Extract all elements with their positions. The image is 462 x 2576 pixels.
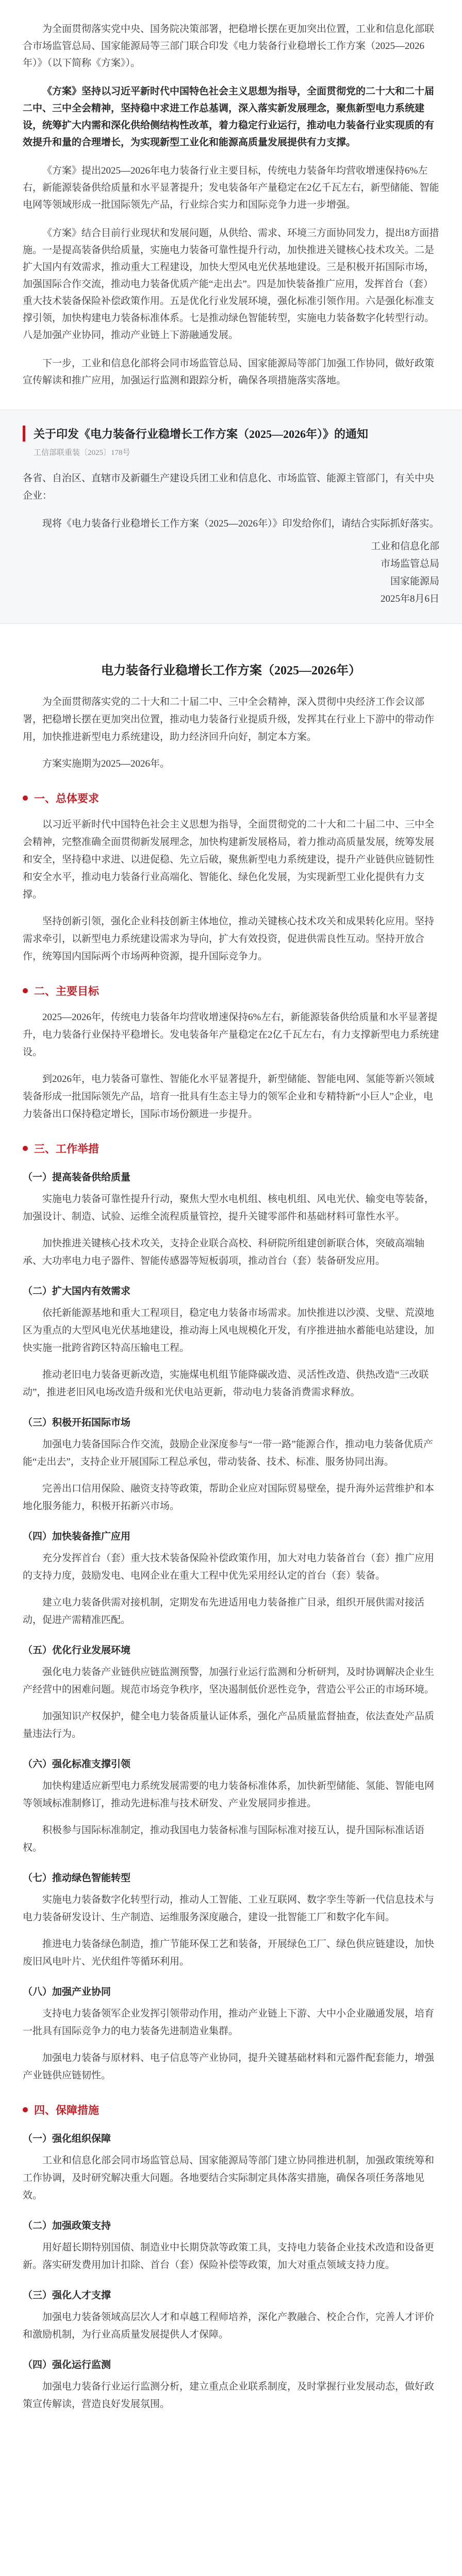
subsection-paragraph: 完善出口信用保险、融资支持等政策，帮助企业应对国际贸易壁垒，提升海外运营维护和本地化服务能力，积极开拓新兴市场。 — [23, 1483, 435, 1512]
subsection-heading: （七）推动绿色智能转型 — [23, 1873, 131, 1884]
notice-body: 现将《电力装备行业稳增长工作方案（2025—2026年）》印发给你们，请结合实际抓好落实。 — [42, 518, 439, 529]
subsection-heading: （八）加强产业协同 — [23, 1987, 111, 1997]
intro-paragraph: 下一步，工业和信息化部将会同市场监管总局、国家能源局等部门加强工作协同，做好政策宣传解读和推广应用，加强运行监测和跟踪分析，确保各项措施落实落地。 — [23, 358, 435, 386]
subsection-paragraph: 强化电力装备产业链供应链监测预警，加强行业运行监测和分析研判，及时协调解决企业生产经营中的困难问题。规范市场竞争秩序，坚决遏制低价恶性竞争，营造公平公正的市场环境。 — [23, 1667, 435, 1695]
subsection-heading: （三）强化人才支撑 — [23, 2290, 111, 2301]
subsection-paragraph: 建立电力装备供需对接机制，定期发布先进适用电力装备推广目录，组织开展供需对接活动，促进产需精准匹配。 — [23, 1597, 425, 1625]
section-paragraph: 坚持创新引领，强化企业科技创新主体地位，推动关键核心技术攻关和成果转化应用。坚持需求牵引，以新型电力系统建设需求为导向，扩大有效投资，促进供需良性互动。坚持开放合作，统筹国内国际两个市场两种资源，提升国际竞争力。 — [23, 916, 435, 962]
subsection-heading: （六）强化标准支撑引领 — [23, 1759, 131, 1770]
subsection-heading: （二）加强政策支持 — [23, 2221, 111, 2231]
subsection-heading: （五）优化行业发展环境 — [23, 1645, 131, 1656]
bullet-icon — [23, 795, 28, 801]
section-paragraph: 以习近平新时代中国特色社会主义思想为指导，全面贯彻党的二十大和二十届二中、三中全会精神，完整准确全面贯彻新发展理念，加快构建新发展格局，着力推动高质量发展，统筹发展和安全，坚持稳中求进、以进促稳、先立后破，聚焦新型电力系统建设，提升产业链供应链韧性和安全水平，推动电力装备行业高端化、智能化、绿色化发展，为实现新型工业化提供有力支撑。 — [23, 819, 435, 900]
document-number: 工信部联重装〔2025〕178号 — [34, 449, 130, 457]
subsection-paragraph: 积极参与国际标准制定，推动我国电力装备标准与国际标准对接互认，提升国际标准话语权。 — [23, 1825, 425, 1853]
subsection-heading: （四）强化运行监测 — [23, 2360, 111, 2370]
intro-paragraph: 《方案》提出2025—2026年电力装备行业主要目标，传统电力装备年均营收增速保持6%左右，新能源装备供给质量和水平显著提升；发电装备年产量稳定在2亿千瓦左右，新型储能、智能电网等领域形成一批国际领先产品，行业综合实力和国际竞争力进一步增强。 — [23, 165, 439, 210]
section-paragraph: 到2026年，电力装备可靠性、智能化水平显著提升，新型储能、智能电网、氢能等新兴领域装备形成一批国际领先产品，培育一批具有生态主导力的领军企业和专精特新“小巨人”企业，电力装备出口保持稳定增长，国际市场份额进一步提升。 — [23, 1074, 435, 1120]
subsection-heading: （一）提高装备供给质量 — [23, 1172, 131, 1183]
subsection-paragraph: 工业和信息化部会同市场监管总局、国家能源局等部门建立协同推进机制，加强政策统筹和工作协调，及时研究解决重大问题。各地要结合实际制定具体落实措施，确保各项任务落地见效。 — [23, 2155, 435, 2201]
notice-salutation: 各省、自治区、直辖市及新疆生产建设兵团工业和信息化、市场监管、能源主管部门，有关中央企业： — [23, 473, 435, 501]
section-heading: 一、总体要求 — [23, 790, 439, 806]
subsection-paragraph: 推进电力装备绿色制造，推广节能环保工艺和装备，开展绿色工厂、绿色供应链建设，加快废旧风电叶片、光伏组件等循环利用。 — [23, 1939, 435, 1967]
bullet-icon — [23, 2107, 28, 2112]
bullet-icon — [23, 1146, 28, 1151]
bullet-icon — [23, 988, 28, 993]
subsection-paragraph: 充分发挥首台（套）重大技术装备保险补偿政策作用，加大对电力装备首台（套）推广应用的支持力度，鼓励发电、电网企业在重大工程中优先采用经认定的首台（套）装备。 — [23, 1553, 435, 1581]
signer: 市场监管总局 — [380, 558, 439, 569]
subsection-paragraph: 加强知识产权保护，健全电力装备质量认证体系，强化产品质量监督抽查，依法查处产品质量违法行为。 — [23, 1711, 435, 1739]
subsection-paragraph: 加强电力装备与原材料、电子信息等产业协同，提升关键基础材料和元器件配套能力，增强产业链供应链韧性。 — [23, 2053, 435, 2081]
subsection-paragraph: 实施电力装备可靠性提升行动，聚焦大型水电机组、核电机组、风电光伏、输变电等装备，加强设计、制造、试验、运维全流程质量管控，提升关键零部件和基础材料可靠性水平。 — [23, 1194, 435, 1222]
subsection-heading: （三）积极开拓国际市场 — [23, 1417, 131, 1428]
subsection-heading: （一）强化组织保障 — [23, 2133, 111, 2144]
plan-title: 电力装备行业稳增长工作方案（2025—2026年） — [101, 664, 361, 677]
subsection-paragraph: 实施电力装备数字化转型行动，推动人工智能、工业互联网、数字孪生等新一代信息技术与电力装备研发设计、生产制造、运维服务深度融合，建设一批智能工厂和数字化车间。 — [23, 1894, 435, 1923]
subsection-paragraph: 加强电力装备领域高层次人才和卓越工程师培养，深化产教融合、校企合作，完善人才评价和激励机制，为行业高质量发展提供人才保障。 — [23, 2312, 435, 2340]
plan-section — [0, 660, 462, 2413]
notice-title: 关于印发《电力装备行业稳增长工作方案（2025—2026年）》的通知 — [23, 426, 439, 442]
section-heading: 三、工作举措 — [23, 1141, 439, 1156]
subsection-paragraph: 加强电力装备行业运行监测分析，建立重点企业联系制度，及时掌握行业发展动态，做好政策宣传解读，营造良好发展氛围。 — [23, 2381, 435, 2410]
intro-paragraph: 《方案》坚持以习近平新时代中国特色社会主义思想为指导，全面贯彻党的二十大和二十届二中、三中全会精神，坚持稳中求进工作总基调，深入落实新发展理念，聚焦新型电力系统建设，统筹扩大内需和深化供给侧结构性改革，着力稳定行业运行，推动电力装备行业实现质的有效提升和量的合理增长，为实现新型工业化和能源高质量发展提供有力支撑。 — [23, 86, 435, 148]
intro-paragraph: 《方案》结合目前行业现状和发展问题，从供给、需求、环境三方面协同发力，提出8方面措施。一是提高装备供给质量，实施电力装备可靠性提升行动，加快推进关键核心技术攻关。二是扩大国内有效需求，推动重大工程建设，加快大型风电光伏基地建设。三是积极开拓国际市场，加强国际合作交流，推动电力装备优质产能“走出去”。四是加快装备推广应用，发挥首台（套）重大技术装备保险补偿政策作用。五是优化行业发展环境，强化标准引领作用。六是强化标准支撑引领，加快构建电力装备标准体系。七是推动绿色智能转型，实施电力装备数字化转型行动。八是加强产业协同，推动产业链上下游融通发展。 — [23, 228, 439, 341]
section-paragraph: 2025—2026年，传统电力装备年均营收增速保持6%左右，新能源装备供给质量和水平显著提升，电力装备行业保持平稳增长。发电装备年产量稳定在2亿千瓦左右，有力支撑新型电力系统建设。 — [23, 1012, 439, 1058]
signer: 国家能源局 — [390, 576, 439, 587]
section-heading: 四、保障措施 — [23, 2102, 439, 2117]
subsection-heading: （四）加快装备推广应用 — [23, 1531, 131, 1542]
subsection-paragraph: 加快构建适应新型电力系统发展需要的电力装备标准体系，加快新型储能、氢能、智能电网等领域标准制修订，推动先进标准与技术研发、产业发展同步推进。 — [23, 1781, 435, 1809]
signer: 工业和信息化部 — [370, 541, 439, 552]
subsection-paragraph: 加快推进关键核心技术攻关，支持企业联合高校、科研院所组建创新联合体，突破高端轴承、大功率电力电子器件、智能传感器等短板弱项，推动首台（套）装备研发应用。 — [23, 1238, 425, 1266]
notice-signature — [23, 538, 439, 608]
subsection-paragraph: 加强电力装备国际合作交流，鼓励企业深度参与“一带一路”能源合作，推动电力装备优质产能“走出去”，支持企业开展国际工程总承包，带动装备、技术、标准、服务协同出海。 — [23, 1439, 433, 1467]
section-heading: 二、主要目标 — [23, 983, 439, 998]
subsection-paragraph: 依托新能源基地和重大工程项目，稳定电力装备市场需求。加快推进以沙漠、戈壁、荒漠地区为重点的大型风电光伏基地建设，推动海上风电规模化开发，有序推进抽水蓄能电站建设，加快实施一批跨省跨区特高压输电工程。 — [23, 1308, 435, 1353]
subsection-paragraph: 支持电力装备领军企业发挥引领带动作用，推动产业链上下游、大中小企业融通发展，培育一批具有国际竞争力的电力装备先进制造业集群。 — [23, 2008, 435, 2037]
intro-paragraph: 为全面贯彻落实党中央、国务院决策部署，把稳增长摆在更加突出位置，工业和信息化部联合市场监管总局、国家能源局等三部门联合印发《电力装备行业稳增长工作方案（2025—2026年）》（以下简称《方案》）。 — [23, 24, 435, 69]
notice-document — [0, 410, 462, 624]
subsection-paragraph: 用好超长期特别国债、制造业中长期贷款等政策工具，支持电力装备企业技术改造和设备更新。落实研发费用加计扣除、首台（套）保险补偿等政策，加大对重点领域支持力度。 — [23, 2242, 435, 2270]
subsection-paragraph: 推动老旧电力装备更新改造，实施煤电机组节能降碳改造、灵活性改造、供热改造“三改联动”，推进老旧风电场改造升级和光伏电站更新，带动电力装备消费需求释放。 — [23, 1369, 429, 1398]
plan-preface: 方案实施期为2025—2026年。 — [42, 758, 170, 769]
plan-preface: 为全面贯彻落实党的二十大和二十届二中、三中全会精神，深入贯彻中央经济工作会议部署，把稳增长摆在更加突出位置，推动电力装备行业提质升级，发挥其在行业上下游中的带动作用，加快推进新型电力系统建设，助力经济回升向好，制定本方案。 — [23, 697, 435, 742]
subsection-heading: （二）扩大国内有效需求 — [23, 1286, 131, 1297]
signature-date: 2025年8月6日 — [380, 594, 439, 604]
intro-section — [0, 0, 462, 389]
